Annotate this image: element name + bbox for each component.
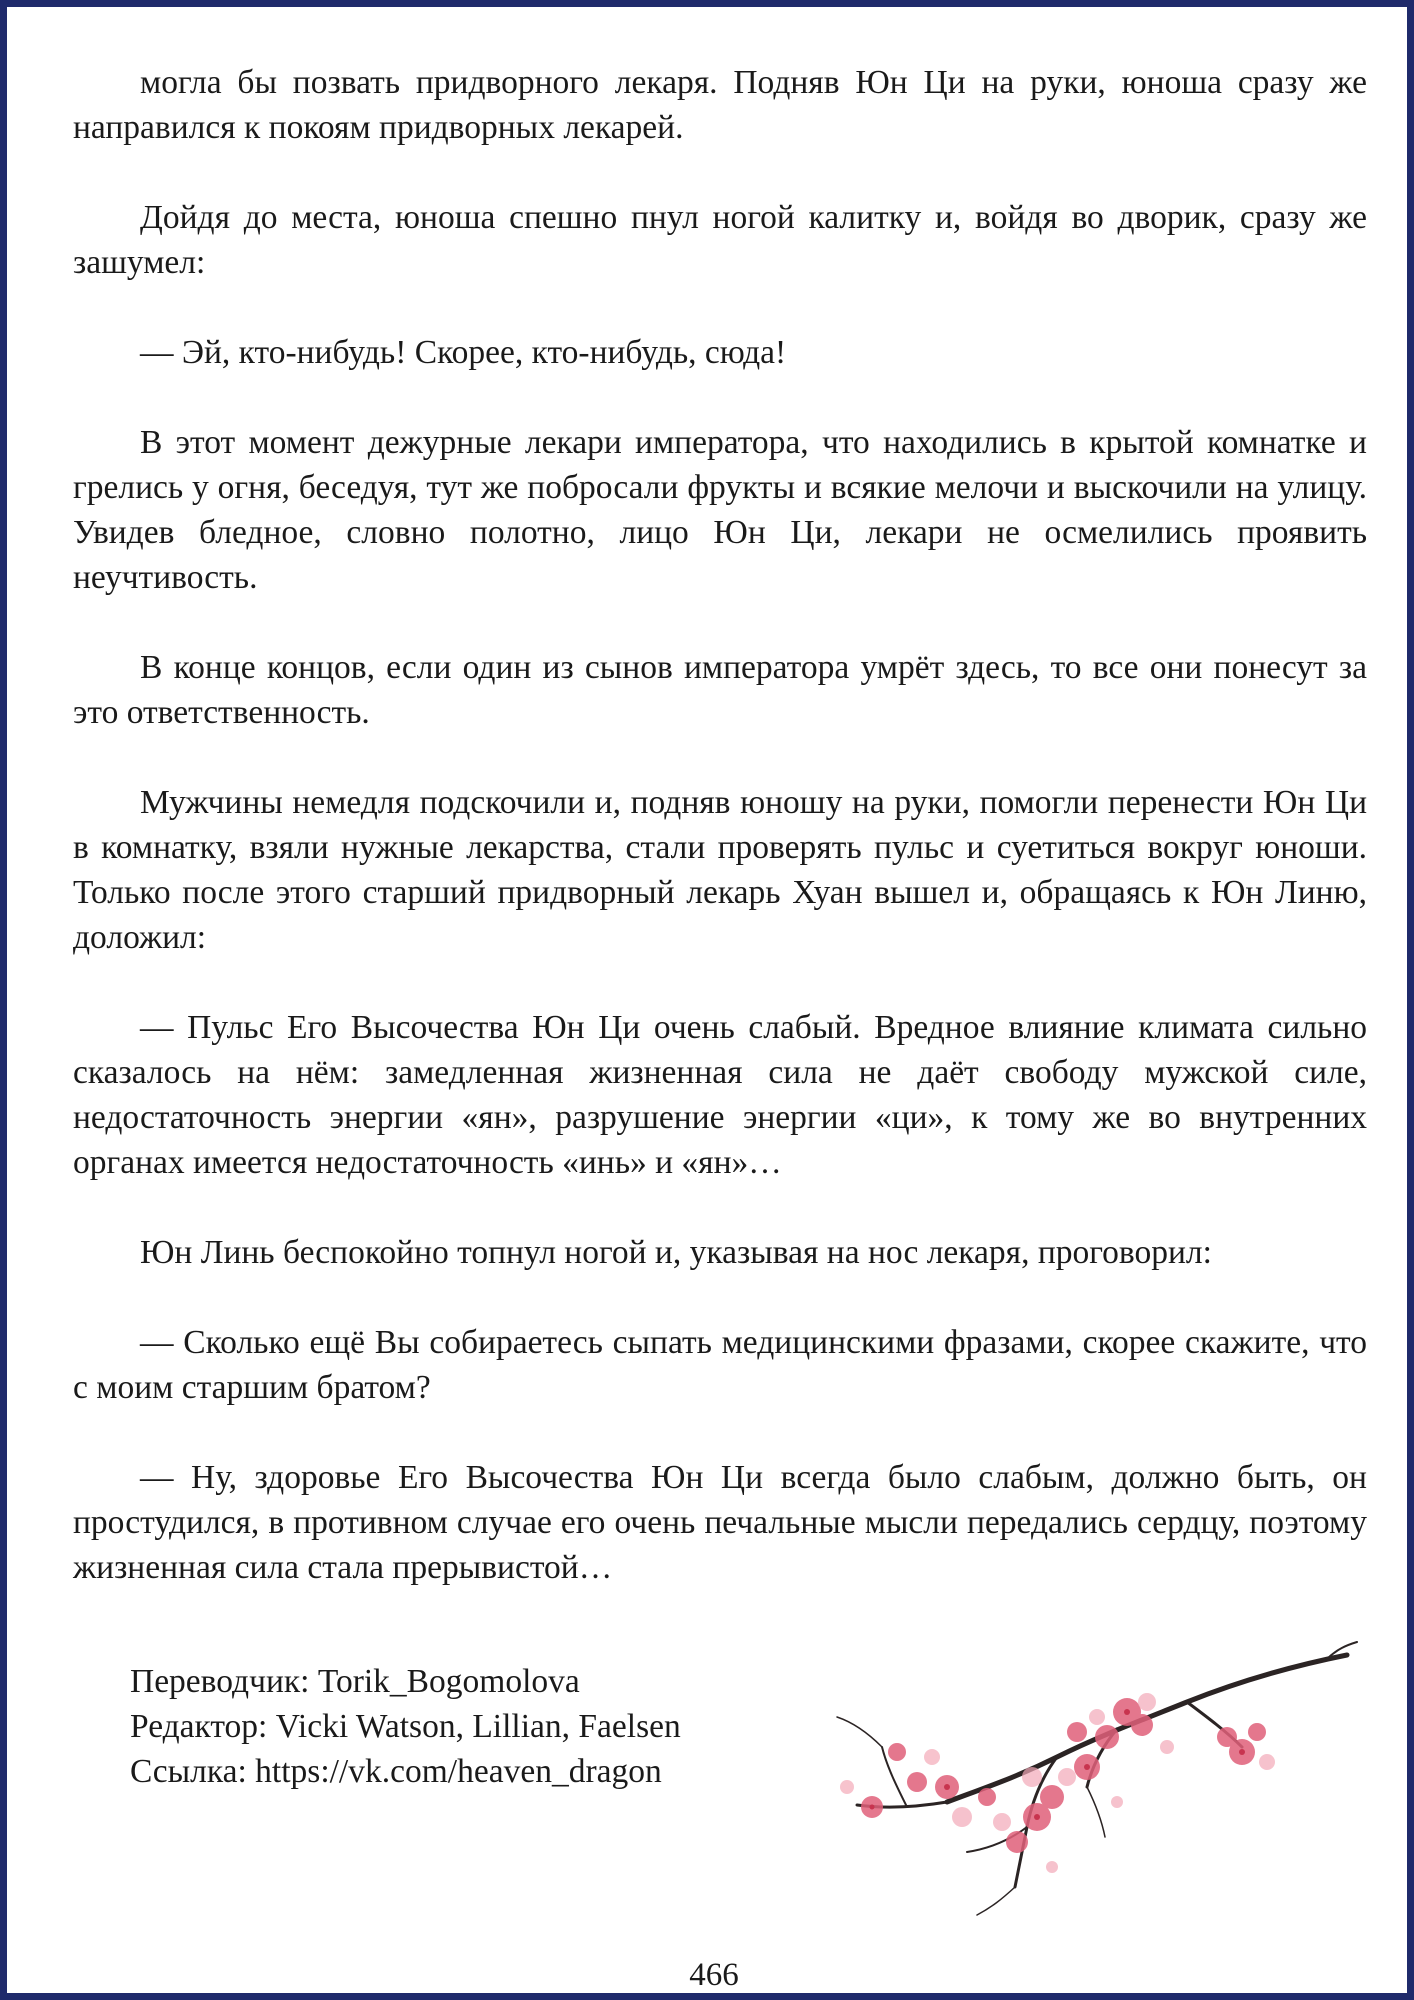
paragraph-3: — Эй, кто-нибудь! Скорее, кто-нибудь, сюда! [140, 334, 787, 371]
page-number: 466 [689, 1957, 739, 1993]
paragraph-6: Мужчины немедля подскочили и, подняв юношу на руки, помогли перенести Юн Ци в комнатку, взяли нужные лекарства, стали проверять пульс и суетиться вокруг юноши. Только после этого старший придворный лекарь Хуан вышел и, обращаясь к Юн Линю, доложил: [73, 784, 1367, 956]
paragraph-5: В конце концов, если один из сынов императора умрёт здесь, то все они понесут за это ответственность. [73, 649, 1367, 731]
editor-credit: Редактор: Vicki Watson, Lillian, Faelsen [130, 1708, 681, 1745]
paragraph-7: — Пульс Его Высочества Юн Ци очень слабый. Вредное влияние климата сильно сказалось на нём: замедленная жизненная сила не даёт свободу мужской силе, недостаточность энергии «ян», разрушение энергии «ци», к тому же во внутренних органах имеется недостаточность «инь» и «ян»… [73, 1009, 1367, 1181]
paragraph-1: могла бы позвать придворного лекаря. Подняв Юн Ци на руки, юноша сразу же направился к покоям придворных лекарей. [73, 64, 1367, 146]
source-link[interactable]: Ссылка: https://vk.com/heaven_dragon [130, 1753, 662, 1790]
paragraph-10: — Ну, здоровье Его Высочества Юн Ци всегда было слабым, должно быть, он простудился, в противном случае его очень печальные мысли передались сердцу, поэтому жизненная сила стала прерывистой… [73, 1459, 1367, 1586]
translator-credit: Переводчик: Torik_Bogomolova [130, 1663, 580, 1700]
paragraph-2: Дойдя до места, юноша спешно пнул ногой калитку и, войдя во дворик, сразу же зашумел: [73, 199, 1367, 281]
paragraph-9: — Сколько ещё Вы собираетесь сыпать медицинскими фразами, скорее скажите, что с моим старшим братом? [73, 1324, 1367, 1406]
paragraph-4: В этот момент дежурные лекари императора, что находились в крытой комнатке и грелись у огня, беседуя, тут же побросали фрукты и всякие мелочи и выскочили на улицу. Увидев бледное, словно полотно, лицо Юн Ци, лекари не осмелились проявить неучтивость. [73, 424, 1367, 596]
credits-block [130, 1659, 681, 1794]
main-text [73, 60, 1367, 1635]
paragraph-8: Юн Линь беспокойно топнул ногой и, указывая на нос лекаря, проговорил: [140, 1234, 1212, 1271]
cherry-blossom-branch-icon [787, 1637, 1367, 1937]
